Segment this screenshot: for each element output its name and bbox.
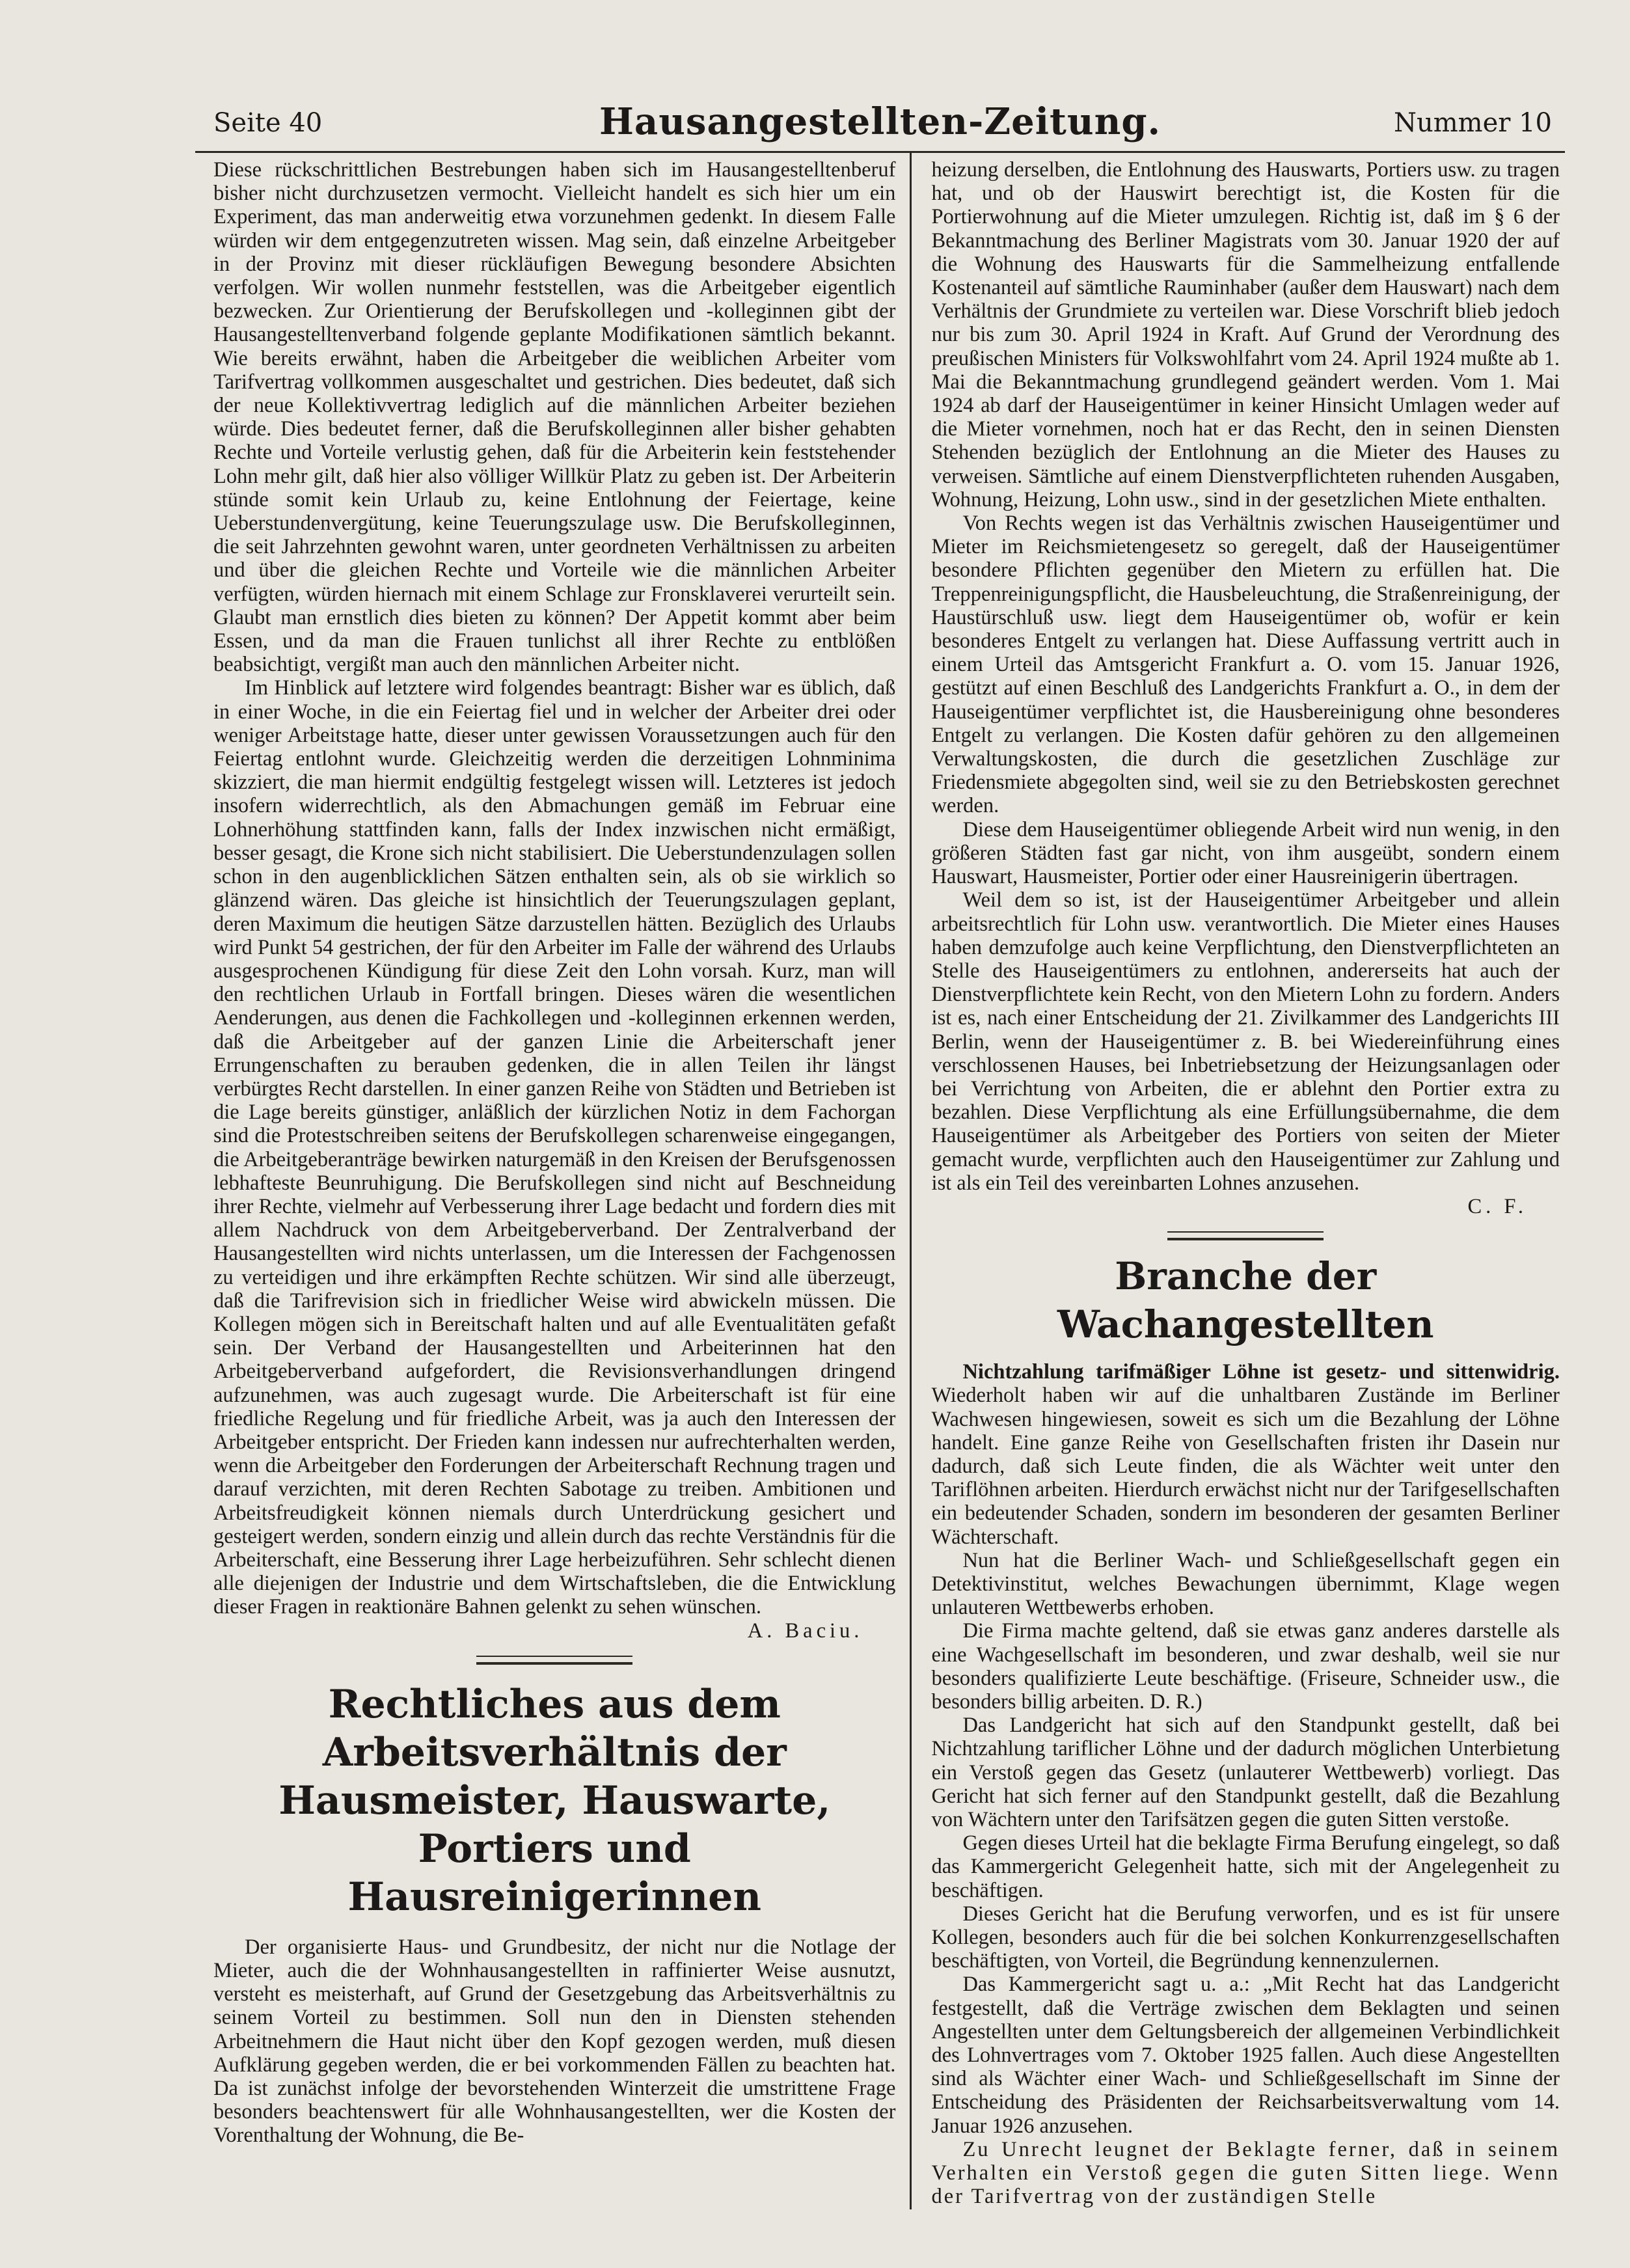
section-divider <box>1167 1231 1324 1240</box>
article2-paragraph: Der organisierte Haus- und Grundbesitz, der nicht nur die Notlage der Mieter, auch die der Wohnhausangestellten in raffinierter Weise ausnutzt, versteht es meisterhaft, auf Grund der Gesetzgebung das Arbeitsverhältnis zu seinem Vorteil zu bestimmen. Soll nun den in Diensten stehenden Arbeitnehmern die Haut nicht über den Kopf gezogen werden, muß diesen Aufklärung gegeben werden, die er bei vorkommenden Fällen zu beachten hat. Da ist zunächst infolge der bevorstehenden Winterzeit die umstrittene Frage besonders beachtenswert für alle Wohnhausangestellten, wer die Kosten der Vorenthaltung der Wohnung, die Be- <box>213 1935 896 2148</box>
article2-paragraph: Diese dem Hauseigentümer obliegende Arbeit wird nun wenig, in den größeren Städten fast gar nicht, von ihm ausgeübt, sondern einem Hauswart, Hausmeister, Portier oder einer Hausreinigerin übertragen. <box>931 817 1560 889</box>
newspaper-title: Hausangestellten-Zeitung. <box>599 100 1161 143</box>
right-column <box>912 153 1565 2209</box>
page-number: Seite 40 <box>213 108 323 138</box>
section-divider <box>476 1656 632 1665</box>
masthead <box>195 98 1565 153</box>
article2-paragraph: Von Rechts wegen ist das Verhältnis zwischen Hauseigentümer und Mieter im Reichsmietengesetz so geregelt, daß der Hauseigentümer besondere Pflichten gegenüber den Mietern zu erfüllen hat. Die Treppenreinigungspflicht, die Hausbeleuchtung, die Straßenreinigung, der Haustürschluß usw. liegt dem Hauseigentümer ob, wofür er kein besonderes Entgelt zu verlangen hat. Diese Auffassung vertritt auch in einem Urteil das Amtsgericht Frankfurt a. O. vom 15. Januar 1926, gestützt auf einen Beschluß des Landgerichts Frankfurt a. O., in dem der Hauseigentümer verpflichtet ist, die Hausbereinigung ohne besonderes Entgelt zu verlangen. Die Kosten dafür gehören zu den allgemeinen Verwaltungskosten, die durch die gesetzlichen Zuschläge zur Friedensmiete abgegolten sind, weil sie zu den Betriebskosten gerechnet werden. <box>931 512 1560 818</box>
left-column <box>195 153 910 2209</box>
article1-paragraph: Diese rückschrittlichen Bestrebungen haben sich im Hausangestelltenberuf bisher nicht durchzusetzen vermocht. Vielleicht handelt es sich hier um ein Experiment, das man anderweitig etwa vorzunehmen gedenkt. In diesem Falle würden wir dem entgegenzutreten wissen. Mag sein, daß einzelne Arbeitgeber in der Provinz mit dieser rückläufigen Bewegung besondere Absichten verfolgen. Wir wollen nunmehr feststellen, was die Arbeitgeber eigentlich bezwecken. Zur Orientierung der Berufskollegen und -kolleginnen gibt der Hausangestelltenverband folgende geplante Modifikationen sämtlich bekannt. Wie bereits erwähnt, haben die Arbeitgeber die weiblichen Arbeiter vom Tarifvertrag vollkommen ausgeschaltet und gestrichen. Dies bedeutet, daß sich der neue Kollektivvertrag lediglich auf die männlichen Arbeiter beziehen würde. Dies bedeutet ferner, daß die Berufskolleginnen aller bisher gehabten Rechte und Vorteile verlustig gehen, daß für die Arbeiterin kein feststehender Lohn mehr gilt, daß hier also völliger Willkür Platz zu geben ist. Der Arbeiterin stünde somit kein Urlaub zu, keine Entlohnung der Feiertage, keine Ueberstundenvergütung, keine Teuerungszulage usw. Die Berufskolleginnen, die seit Jahrzehnten gewohnt waren, unter geordneten Verhältnissen zu arbeiten und über die gleichen Rechte und Vorteile wie die männlichen Arbeiter verfügten, würden hiernach mit einem Schlage zur Fronsklaverei verurteilt sein. Glaubt man ernstlich dies bieten zu können? Der Appetit kommt aber beim Essen, und da man die Frauen tunlichst all ihrer Rechte zu entblößen beabsichtigt, vergißt man auch den männlichen Arbeiter nicht. <box>213 158 896 677</box>
article1-signature: A. Baciu. <box>747 1619 863 1643</box>
article3-paragraph: Zu Unrecht leugnet der Beklagte ferner, daß in seinem Verhalten ein Verstoß gegen die guten Sitten liege. Wenn der Tarifvertrag von der zuständigen Stelle <box>931 2137 1560 2209</box>
article3-paragraph: Gegen dieses Urteil hat die beklagte Firma Berufung eingelegt, so daß das Kammergericht Gelegenheit hatte, sich mit der Angelegenheit zu beschäftigen. <box>931 1831 1560 1902</box>
article3-lead-rest: Wiederholt haben wir auf die unhaltbaren Zustände im Berliner Wachwesen hingewiesen, soweit es sich um die Bezahlung der Löhne handelt. Eine ganze Reihe von Gesellschaften fristen ihr Dasein nur dadurch, daß sich Leute finden, die als Wächter weit unter den Tariflöhnen arbeiten. Hierdurch erwächst nicht nur der Tarifgesellschaften ein bedeutender Schaden, sondern im besonderen der gesamten Berliner Wächterschaft. <box>931 1384 1560 1549</box>
article2-signature: C. F. <box>1467 1194 1527 1218</box>
article3-paragraph: Das Kammergericht sagt u. a.: „Mit Recht hat das Landgericht festgestellt, daß die Verträge zwischen dem Beklagten und seinen Angestellten unter dem Geltungsbereich der allgemeinen Verbindlichkeit des Lohnvertrages vom 7. Oktober 1925 fallen. Auch diese Angestellten sind als Wächter einer Wach- und Schließgesellschaft im Sinne der Entscheidung des Präsidenten der Reichsarbeitsverwaltung vom 14. Januar 1926 anzusehen. <box>931 1973 1560 2138</box>
article3-lead-paragraph <box>931 1360 1560 1549</box>
columns <box>195 153 1565 2209</box>
article3-paragraph: Nun hat die Berliner Wach- und Schließgesellschaft gegen ein Detektivinstitut, welches Bewachungen übernimmt, Klage wegen unlauteren Wettbewerbs erhoben. <box>931 1548 1560 1620</box>
article3-paragraph: Dieses Gericht hat die Berufung verworfen, und es ist für unsere Kollegen, besonders auch für die bei solchen Konkurrenzgesellschaften beschäftigten, von Vorteil, die Begründung kennenzulernen. <box>931 1902 1560 1973</box>
article3-title: Branche der Wachangestellten <box>1057 1254 1434 1347</box>
article2-continuation: heizung derselben, die Entlohnung des Hauswarts, Portiers usw. zu tragen hat, und ob der Hauswirt berechtigt ist, die Kosten für die Portierwohnung auf die Mieter umzulegen. Richtig ist, daß im § 6 der Bekanntmachung des Berliner Magistrats vom 30. Januar 1920 der auf die Wohnung des Hauswarts für die Sammelheizung entfallende Kostenanteil auf sämtliche Rauminhaber (außer dem Hauswart) nach dem Verhältnis der Grundmiete zu verteilen war. Diese Vorschrift blieb jedoch nur bis zum 30. April 1924 in Kraft. Auf Grund der Verordnung des preußischen Ministers für Volkswohlfahrt vom 24. April 1924 mußte ab 1. Mai die Bekanntmachung grundlegend geändert werden. Vom 1. Mai 1924 ab darf der Hauseigentümer in keiner Hinsicht Umlagen weder auf die Mieter vornehmen, noch hat er das Recht, den in seinen Diensten Stehenden bezüglich der Entlohnung an die Mieter des Hauses zu verweisen. Sämtliche auf einem Dienstverpflichteten ruhenden Ausgaben, Wohnung, Heizung, Lohn usw., sind in der gesetzlichen Miete enthalten. <box>931 158 1560 512</box>
article2-title: Rechtliches aus dem Arbeitsverhältnis der Hausmeister, Hauswarte, Portiers und Hausreinigerinnen <box>278 1681 831 1920</box>
article3-paragraph: Die Firma machte geltend, daß sie etwas ganz anderes darstelle als eine Wachgesellschaft im besonderen, und zwar deshalb, weil sie nur besonders qualifizierte Leute beschäftige. (Friseure, Schneider usw., die besonders billig arbeiten. D. R.) <box>931 1619 1560 1714</box>
article3-paragraph: Das Landgericht hat sich auf den Standpunkt gestellt, daß bei Nichtzahlung tariflicher Löhne und der dadurch möglichen Unterbietung ein Verstoß gegen das Gesetz (unlauterer Wettbewerb) vorliegt. Das Gericht hat sich ferner auf den Standpunkt gestellt, daß die Bezahlung von Wächtern unter den Tarifsätzen gegen die guten Sitten verstoße. <box>931 1714 1560 1831</box>
article1-paragraph: Im Hinblick auf letztere wird folgendes beantragt: Bisher war es üblich, daß in einer Woche, in die ein Feiertag fiel und in welcher der Arbeiter drei oder weniger Arbeitstage hatte, dieser unter gewissen Voraussetzungen auch für den Feiertag entlohnt wurde. Gleichzeitig werden die derzeitigen Lohnminima skizziert, die man hiermit endgültig festgelegt wissen will. Letzteres ist jedoch insofern widerrechtlich, als den Abmachungen gemäß im Februar eine Lohnerhöhung stattfinden kann, falls der Index inzwischen nicht ermäßigt, besser gesagt, die Krone sich nicht stabilisiert. Die Ueberstundenzulagen sollen schon in den augenblicklichen Sätzen enthalten sein, als ob sie wirklich so glänzend wären. Das gleiche ist hinsichtlich der Teuerungszulagen geplant, deren Maximum die heutigen Sätze darzustellen hätten. Bezüglich des Urlaubs wird Punkt 54 gestrichen, der für den Arbeiter im Falle der während des Urlaubs ausgesprochenen Kündigung für diese Zeit den Lohn vorsah. Kurz, man will den rechtlichen Urlaub in Fortfall bringen. Dieses wären die wesentlichen Aenderungen, aus denen die Fachkollegen und -kolleginnen erkennen werden, daß die Arbeitgeber auf der ganzen Linie die Arbeiterschaft jener Errungenschaften zu berauben gedenken, die in allen Teilen ihr längst verbürgtes Recht darstellen. In einer ganzen Reihe von Städten und Betrieben ist die Lage bereits günstiger, anläßlich der kürzlichen Notiz in dem Fachorgan sind die Protestschreiben seitens der Berufskollegen scharenweise eingegangen, die Arbeitgeberanträge bewirken naturgemäß in den Kreisen der Berufsgenossen lebhafteste Beunruhigung. Die Berufskollegen sind nicht auf Beschneidung ihrer Rechte, vielmehr auf Verbesserung ihrer Lage bedacht und fordern dies mit allem Nachdruck von dem Arbeitgeberverband. Der Zentralverband der Hausangestellten wird nichts unterlassen, um die Interessen der Fachgenossen zu verteidigen und ihre erkämpften Rechte schützen. Wir sind alle überzeugt, daß die Tarifrevision sich in friedlicher Weise wird abwickeln müssen. Die Kollegen mögen sich in Bereitschaft halten und auf alle Eventualitäten gefaßt sein. Der Verband der Hausangestellten und Arbeiterinnen hat den Arbeitgeberverband aufgefordert, die Revisionsverhandlungen dringend aufzunehmen, was auch zugesagt wurde. Die Arbeiterschaft ist für eine friedliche Regelung und für friedliche Arbeit, was ja auch den Interessen der Arbeitgeber entspricht. Der Frieden kann indessen nur aufrechterhalten werden, wenn die Arbeitgeber den Forderungen der Arbeiterschaft Rechnung tragen und darauf verzichten, mit deren Rechten Sabotage zu treiben. Ambitionen und Arbeitsfreudigkeit können niemals durch Unterdrückung gesichert und gesteigert werden, sondern einzig und allein durch das rechte Verständnis für die Arbeiterschaft, eine Besserung ihrer Lage herbeizuführen. Sehr schlecht dienen alle diejenigen der Industrie und dem Wirtschaftsleben, die die Entwicklung dieser Fragen in reaktionäre Bahnen gelenkt zu sehen wünschen. <box>213 676 896 1619</box>
article3-lead: Nichtzahlung tarifmäßiger Löhne ist gesetz- und sittenwidrig. <box>962 1360 1560 1384</box>
issue-number: Nummer 10 <box>1393 108 1552 138</box>
article2-paragraph: Weil dem so ist, ist der Hauseigentümer Arbeitgeber und allein arbeitsrechtlich für Lohn usw. verantwortlich. Die Mieter eines Hauses haben demzufolge auch keine Verpflichtung, den Dienstverpflichteten an Stelle des Hauseigentümers zu entlohnen, andererseits hat auch der Dienstverpflichtete kein Recht, von den Mietern Lohn zu fordern. Anders ist es, nach einer Entscheidung der 21. Zivilkammer des Landgerichts III Berlin, wenn der Hauseigentümer z. B. bei Wiedereinführung eines verschlossenen Hauses, bei Inbetriebsetzung der Heizungsanlagen oder bei Verrichtung von Arbeiten, die er ablehnt den Portier extra zu bezahlen. Diese Verpflichtung als eine Erfüllungsübernahme, die dem Hauseigentümer als Arbeitgeber des Portiers von seiten der Mieter gemacht wurde, verpflichten auch den Hauseigentümer zur Zahlung und ist als ein Teil des vereinbarten Lohnes anzusehen. <box>931 888 1560 1195</box>
